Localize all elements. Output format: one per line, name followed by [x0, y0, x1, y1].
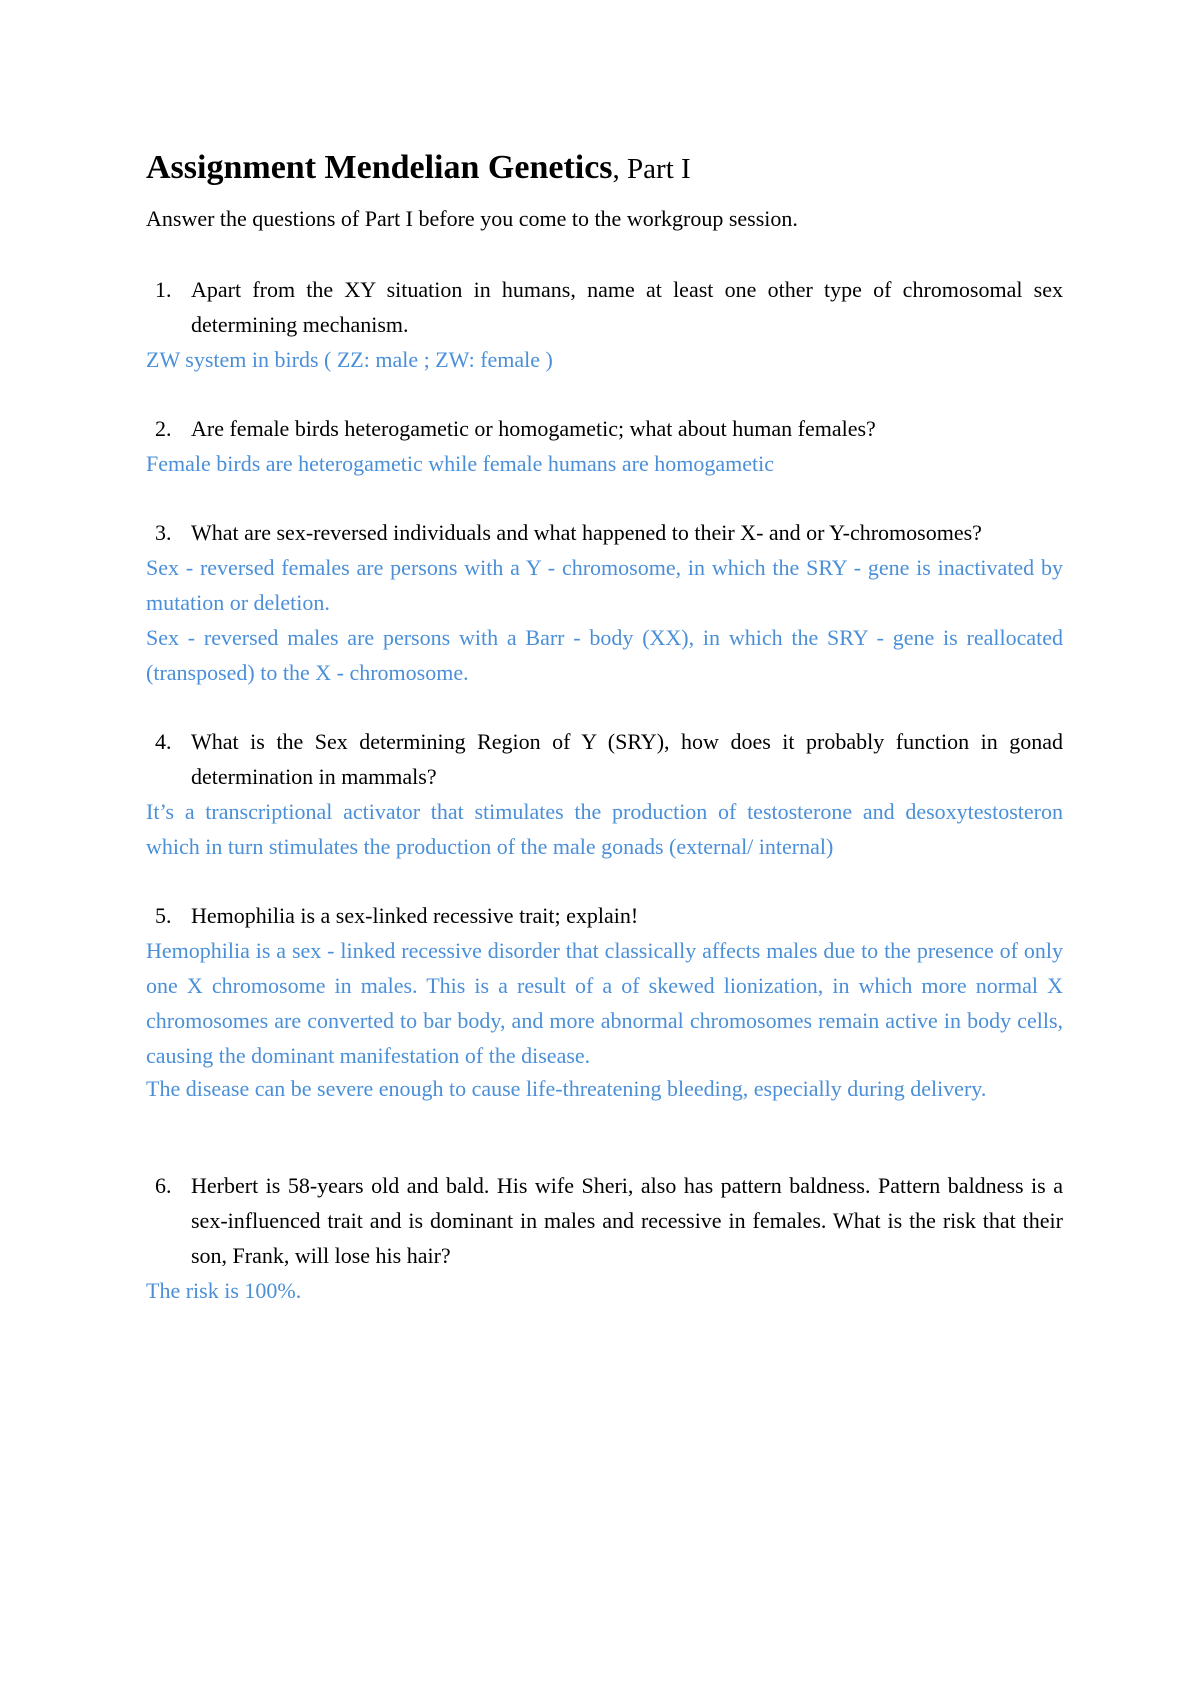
- question-5: [146, 898, 1063, 933]
- question-4: [146, 724, 1063, 794]
- question-number: 5.: [155, 903, 172, 928]
- question-text: Hemophilia is a sex-linked recessive trait; explain!: [191, 903, 639, 928]
- document-title: [146, 146, 1063, 196]
- title-bold: Assignment Mendelian Genetics: [146, 149, 613, 186]
- question-text: Are female birds heterogametic or homogametic; what about human females?: [191, 416, 876, 441]
- question-number: 2.: [155, 416, 172, 441]
- title-suffix: , Part I: [612, 153, 691, 185]
- question-block-5: [146, 898, 1063, 1104]
- question-text: What is the Sex determining Region of Y (SRY), how does it probably function in gonad determination in mammals?: [191, 729, 1063, 789]
- question-3: [146, 515, 1063, 550]
- question-block-1: [146, 272, 1063, 377]
- question-6: [146, 1168, 1063, 1273]
- answer-3a: Sex - reversed females are persons with a Y - chromosome, in which the SRY - gene is inactivated by mutation or deletion.: [146, 555, 1063, 615]
- question-text: What are sex-reversed individuals and what happened to their X- and or Y-chromosomes?: [191, 520, 982, 545]
- question-2: [146, 411, 1063, 446]
- question-number: 6.: [155, 1173, 172, 1198]
- question-1: [146, 272, 1063, 342]
- question-number: 1.: [155, 277, 172, 302]
- answer-5a: Hemophilia is a sex - linked recessive disorder that classically affects males due to the presence of only one X chromosome in males. This is a result of a of skewed lionization, in which more normal X chromosomes are converted to bar body, and more abnormal chromosomes remain active in body cells, causing the dominant manifestation of the disease.: [146, 938, 1063, 1068]
- document-page: [146, 146, 1063, 1308]
- question-text: Herbert is 58-years old and bald. His wife Sheri, also has pattern baldness. Pattern baldness is a sex-influenced trait and is dominant in males and recessive in females. What is the risk that their son, Frank, will lose his hair?: [191, 1173, 1063, 1268]
- question-number: 4.: [155, 729, 172, 754]
- answer-4: It’s a transcriptional activator that stimulates the production of testosterone and desoxytestosteron which in turn stimulates the production of the male gonads (external/ internal): [146, 799, 1063, 859]
- question-block-2: [146, 411, 1063, 481]
- question-text: Apart from the XY situation in humans, name at least one other type of chromosomal sex determining mechanism.: [191, 277, 1063, 337]
- answer-5b: The disease can be severe enough to cause life-threatening bleeding, especially during delivery.: [146, 1076, 987, 1101]
- question-block-4: [146, 724, 1063, 864]
- question-number: 3.: [155, 520, 172, 545]
- intro-text: Answer the questions of Part I before you come to the workgroup session.: [146, 206, 798, 231]
- answer-2: Female birds are heterogametic while female humans are homogametic: [146, 451, 774, 476]
- answer-1: ZW system in birds ( ZZ: male ; ZW: female ): [146, 347, 553, 372]
- answer-3b: Sex - reversed males are persons with a Barr - body (XX), in which the SRY - gene is reallocated (transposed) to the X - chromosome.: [146, 625, 1063, 685]
- question-block-6: [146, 1168, 1063, 1308]
- question-block-3: [146, 515, 1063, 690]
- answer-6: The risk is 100%.: [146, 1278, 302, 1303]
